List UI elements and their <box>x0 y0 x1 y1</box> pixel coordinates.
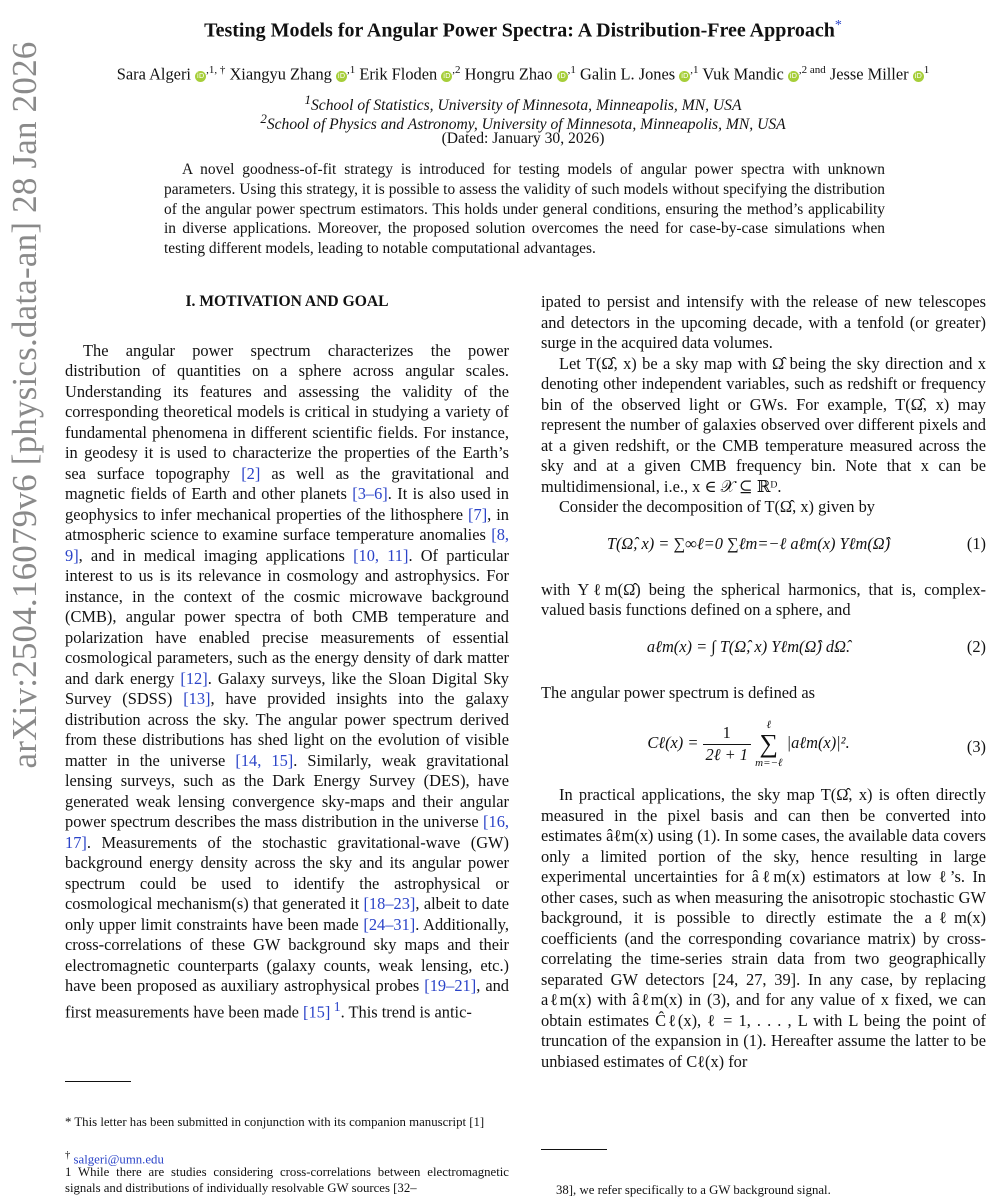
equation-2: aℓm(x) = ∫ T(Ω̂, x) Yℓm(Ω̂) dΩ̂. (2) <box>646 636 986 656</box>
citation-link[interactable]: [15] <box>303 1001 331 1021</box>
author: Erik Floden <box>359 64 438 84</box>
author: Sara Algeri <box>116 64 191 84</box>
citation-link[interactable]: [24–31] <box>363 914 416 934</box>
paragraph: ipated to persist and intensify with the release of new telescopes and detectors in the upcoming decade, with a tenfold (or greater) surge in the acquired data volumes. <box>541 292 986 352</box>
right-column <box>541 292 986 1072</box>
author-list: Sara Algeri $iD^{,1, \dagger}$ Xiangyu Zhang $iD^{,1}$ Erik Floden $iD^{,2}$ Hongru Zhao $iD^{,1}$ Galin L. Jones $iD^{,1}$ Vuk Mandic $iD^{,2 and}$ Jesse Miller $iD^1$ <box>116 64 930 84</box>
orcid-icon[interactable]: iD <box>789 72 798 81</box>
orcid-icon[interactable]: iD <box>558 72 566 81</box>
orcid-icon[interactable]: iD <box>337 72 346 81</box>
footnote-1: 1 While there are studies considering cross-correlations between electromagnetic signals and distributions of individually resolvable GW sources [32– <box>65 1165 509 1195</box>
paragraph: with Yℓm(Ω̂) being the spherical harmonics, that is, complex-valued basis functions defined on a sphere, and <box>541 579 986 619</box>
arxiv-sidebar-stamp <box>2 41 48 769</box>
author: Hongru Zhao <box>464 64 553 84</box>
dated-line: (Dated: January 30, 2026) <box>441 130 605 147</box>
citation-link[interactable]: [18–23] <box>363 894 416 913</box>
orcid-icon[interactable]: iD <box>196 72 205 81</box>
affiliation: $^2$School of Physics and Astronomy, University of Minnesota, Minneapolis, MN, USA <box>260 111 786 134</box>
footnote-marker[interactable]: 1 <box>330 998 341 1014</box>
author: Xiangyu Zhang <box>229 64 332 84</box>
left-column <box>65 292 509 1022</box>
footnote-1-continued: 38], we refer specifically to a GW background signal. <box>556 1183 831 1197</box>
author: Jesse Miller <box>829 64 909 84</box>
paragraph: In practical applications, the sky map T(Ω̂, x) is often directly measured in the pixel basis and can then be converted into estimates âℓm(x) using (1). In some cases, the available data covers only a limited portion of the sky, hence resulting in large experimental uncertainties for âℓm(x) estimators at low ℓ’s. In other cases, such as when measuring the anisotropic stochastic GW background, it is possible to directly estimate the aℓm(x) coefficients (and the corresponding covariance matrix) by cross-correlating the time-series strain data from two geographically separated GW detectors [24, 27, 39]. In any case, by replacing aℓm(x) with âℓm(x) in (3), and for any value of x fixed, we can obtain estimates Ĉℓ(x), ℓ = 1, . . . , L with L being the point of truncation of the expansion in (1). Hereafter assume the latter to be unbiased estimates of Cℓ(x) for <box>541 785 986 1071</box>
citation-link[interactable]: [7] <box>468 504 488 524</box>
equation-1: T(Ω̂, x) = ∑∞ℓ=0 ∑ℓm=−ℓ aℓm(x) Yℓm(Ω̂) (1) <box>606 533 986 553</box>
citation-link[interactable]: [10, 11] <box>353 545 409 565</box>
citation-link[interactable]: [19–21] <box>424 976 477 995</box>
author: Galin L. Jones <box>579 64 676 84</box>
paper-title: Testing Models for Angular Power Spectra: A Distribution-Free Approach* <box>204 18 842 42</box>
citation-link[interactable]: [16, 17] <box>65 812 509 852</box>
abstract: A novel goodness-of-fit strategy is introduced for testing models of angular power spectra with unknown parameters. Using this strategy, it is possible to assess the validity of such models without specifying the distribution of the angular power spectrum estimators. This holds under general conditions, ensuring the method’s applicability in diverse applications. Moreover, the proposed solution overcomes the need for case-by-case simulations when testing different models, leading to notable computational advantages. <box>164 161 885 258</box>
footnote-dagger: † salgeri@umn.edu <box>65 1150 164 1167</box>
equation-3: Cℓ(x) = $\frac{1}{\text{2ℓ + 1}}$ ℓ ∑ m=−ℓ |aℓm(x)|². (3) <box>647 719 986 769</box>
orcid-icon[interactable]: iD <box>443 72 451 81</box>
citation-link[interactable]: [13] <box>183 689 211 708</box>
paragraph: Consider the decomposition of T(Ω̂, x) given by <box>559 497 875 516</box>
orcid-icon[interactable]: iD <box>914 72 922 81</box>
citation-link[interactable]: [8, 9] <box>65 525 509 565</box>
author: Vuk Mandic <box>702 64 784 84</box>
paragraph: The angular power spectrum is defined as <box>541 682 815 702</box>
citation-link[interactable]: [2] <box>241 463 261 483</box>
title-footnote-mark[interactable]: * <box>834 18 842 33</box>
citation-link[interactable]: [14, 15] <box>235 750 294 770</box>
footnote-star: * This letter has been submitted in conjunction with its companion manuscript [1] <box>65 1115 485 1129</box>
email-link[interactable]: salgeri@umn.edu <box>73 1152 164 1167</box>
arxiv-identifier: arXiv:2504.16079v6 [physics.data-an] 28 Jan 2026 <box>5 41 44 769</box>
footnote-rule <box>65 1081 131 1082</box>
citation-link[interactable]: [3–6] <box>352 484 388 503</box>
intro-paragraph: The angular power spectrum characterizes the power distribution of quantities on a sphere across angular scales. Understanding its features and assessing the validity of the corresponding theoretical models is critical in studying a variety of fundamental phenomena in different scientific fields. For instance, in geodesy it is used to characterize the properties of the Earth’s sea surface topography [2] as well as the gravitational and magnetic fields of Earth and other planets [3–6]. It is also used in geophysics to infer mechanical properties of the lithosphere [7], in atmospheric science to examine surface temperature anomalies [8, 9], and in medical imaging applications [10, 11]. Of particular interest to us is its relevance in cosmology and astrophysics. For instance, in the context of the cosmic microwave background (CMB), angular power spectra of both CMB temperature and polarization have enabled precise measurements of essential cosmological parameters, such as the energy density of dark matter and dark energy [12]. Galaxy surveys, like the Sloan Digital Sky Survey (SDSS) [13], have provided insights into the galaxy distribution across the sky. The angular power spectrum derived from these distributions has shed light on the evolution of visible matter in the universe [14, 15]. Similarly, weak gravitational lensing surveys, such as the Dark Energy Survey (DES), have generated weak lensing convergence sky-maps and their angular power spectrum describes the mass distribution in the universe [16, 17]. Measurements of the stochastic gravitational-wave (GW) background energy density across the sky and its angular power spectrum could be used to identify the astrophysical or cosmological mechanism(s) that generated it [18–23], albeit to date only upper limit constraints have been made [24–31]. Additionally, cross-correlations of these GW background sky maps and their electromagnetic counterparts (galaxy counts, weak lensing, etc.) have been proposed as auxiliary astrophysical probes [19–21], and first measurements have been made [15] $^1$. This trend is antic- <box>65 340 510 1021</box>
footnote-rule <box>541 1149 607 1150</box>
citation-link[interactable]: [12] <box>180 668 208 688</box>
fraction: $\frac{1}{\text{2ℓ + 1}}$ <box>703 723 751 765</box>
orcid-icon[interactable]: iD <box>681 72 689 81</box>
affiliation: $^1$School of Statistics, University of Minnesota, Minneapolis, MN, USA <box>304 92 742 115</box>
summation: ℓ ∑ m=−ℓ <box>755 719 783 769</box>
paragraph: Let T(Ω̂, x) be a sky map with Ω̂ being the sky direction and x denoting other independent variables, such as redshift or frequency bin of the observed light or GWs. For example, T(Ω̂, x) may represent the number of galaxies observed over different pixels and at a given redshift, or the CMB temperature measured across the sky and at a given CMB frequency bin. Note that x can be multidimensional, i.e., x ∈ 𝒳 ⊆ ℝᴰ. <box>541 353 986 496</box>
section-heading: I. MOTIVATION AND GOAL <box>185 293 389 310</box>
